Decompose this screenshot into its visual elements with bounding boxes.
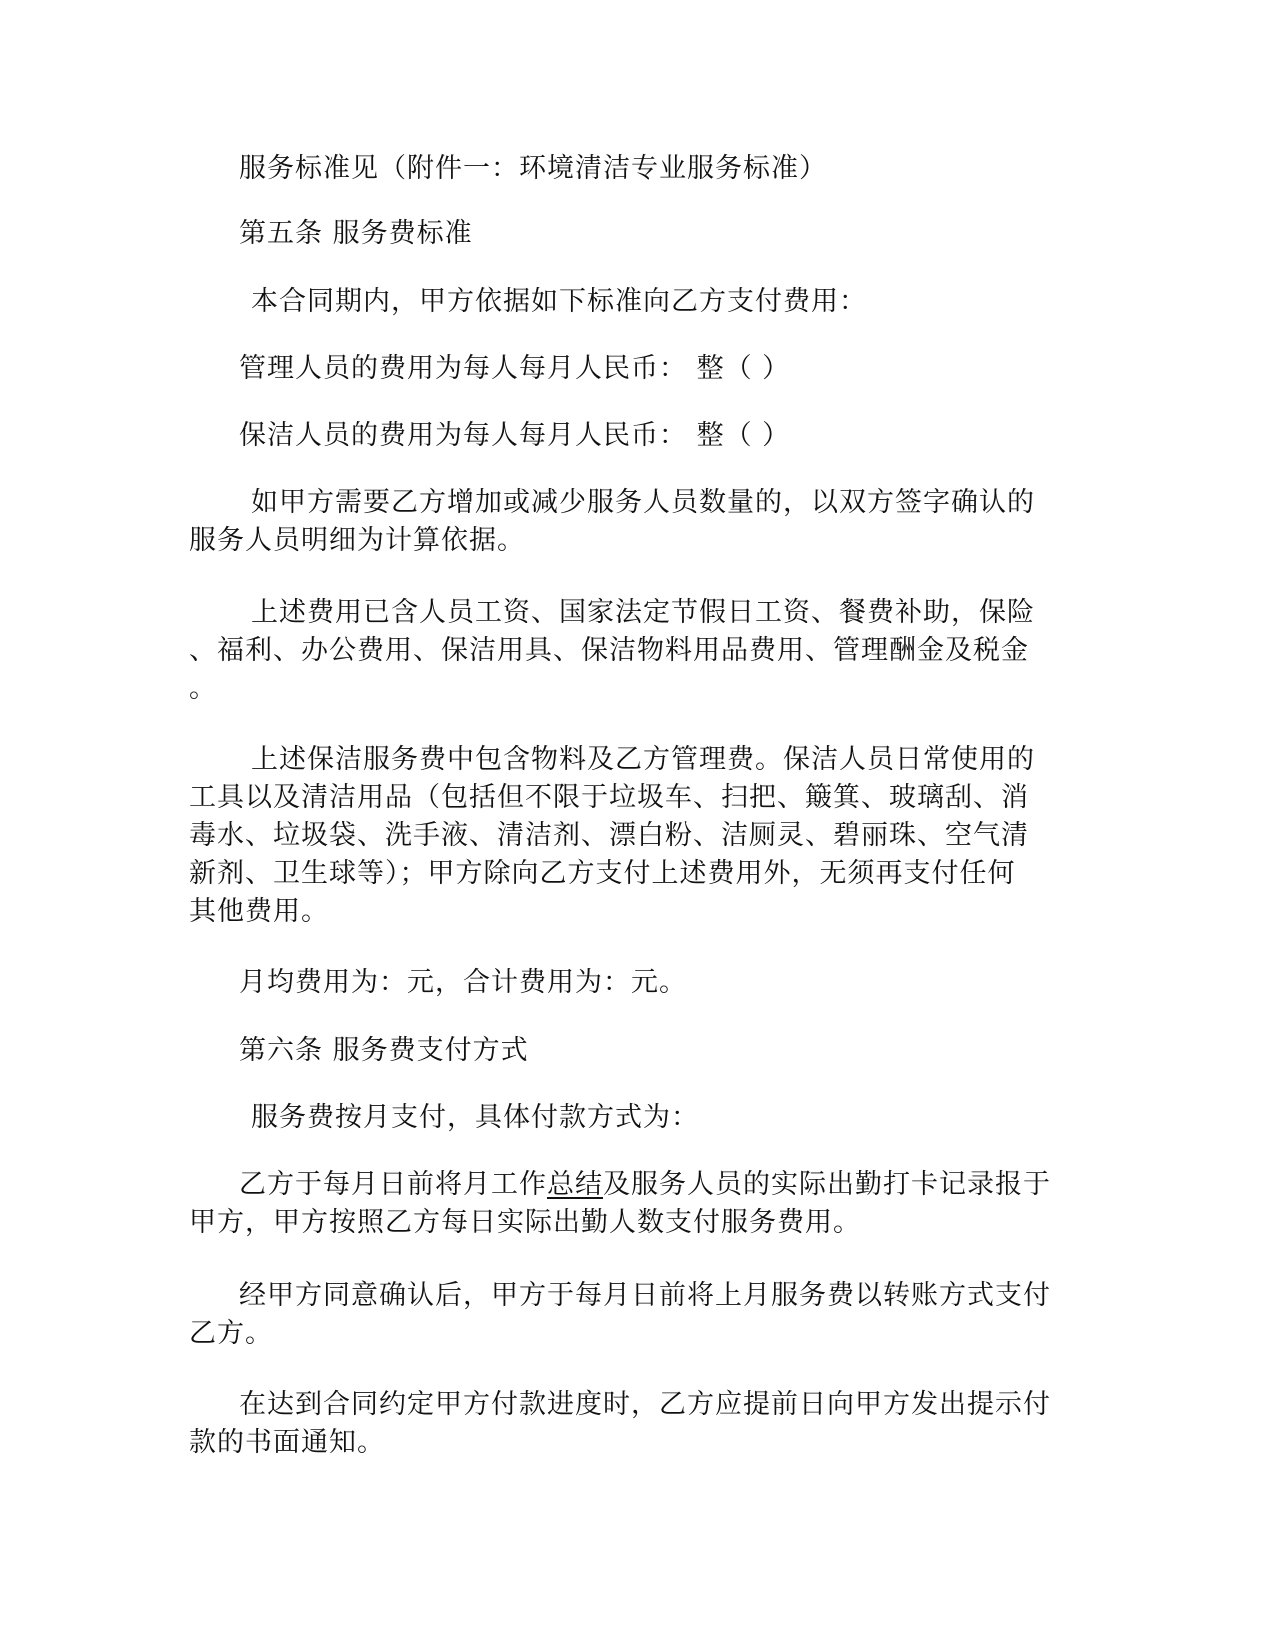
paragraph-cleaner-fee: 保洁人员的费用为每人每月人民币： 整（ ） <box>239 420 791 451</box>
paragraph-service-standard: 服务标准见（附件一：环境清洁专业服务标准） <box>239 153 827 184</box>
section-heading-article-5: 第五条 服务费标准 <box>239 218 473 249</box>
summary-link[interactable]: 总结 <box>547 1169 603 1200</box>
paragraph-line: 、福利、办公费用、保洁用具、保洁物料用品费用、管理酬金及税金 <box>189 635 1029 666</box>
paragraph-line: 如甲方需要乙方增加或减少服务人员数量的，以双方签字确认的 <box>251 487 1035 518</box>
paragraph-line: 款的书面通知。 <box>189 1427 385 1458</box>
section-heading-article-6: 第六条 服务费支付方式 <box>239 1035 529 1066</box>
paragraph-line: 毒水、垃圾袋、洗手液、清洁剂、漂白粉、洁厕灵、碧丽珠、空气清 <box>189 820 1029 851</box>
paragraph-line: 上述保洁服务费中包含物料及乙方管理费。保洁人员日常使用的 <box>251 744 1035 775</box>
paragraph-line: 乙方。 <box>189 1318 273 1349</box>
paragraph-manager-fee: 管理人员的费用为每人每月人民币： 整（ ） <box>239 353 791 384</box>
text-span: 乙方于每月日前将月工作 <box>239 1169 547 1200</box>
paragraph-line <box>239 1166 1051 1204</box>
paragraph-line: 甲方，甲方按照乙方每日实际出勤人数支付服务费用。 <box>189 1207 861 1238</box>
paragraph-line: 在达到合同约定甲方付款进度时，乙方应提前日向甲方发出提示付 <box>239 1389 1051 1420</box>
paragraph-line: 。 <box>189 673 217 704</box>
paragraph-monthly-payment: 服务费按月支付，具体付款方式为： <box>251 1102 699 1133</box>
text-span: 及服务人员的实际出勤打卡记录报于 <box>603 1169 1051 1200</box>
paragraph-line: 工具以及清洁用品（包括但不限于垃圾车、扫把、簸箕、玻璃刮、消 <box>189 782 1029 813</box>
paragraph-line: 经甲方同意确认后，甲方于每月日前将上月服务费以转账方式支付 <box>239 1280 1051 1311</box>
paragraph-line: 新剂、卫生球等）；甲方除向乙方支付上述费用外，无须再支付任何 <box>189 858 1016 889</box>
paragraph-line: 上述费用已含人员工资、国家法定节假日工资、餐费补助，保险 <box>251 597 1035 628</box>
paragraph-line: 其他费用。 <box>189 896 329 927</box>
paragraph-line: 服务人员明细为计算依据。 <box>189 525 525 556</box>
paragraph-payment-intro: 本合同期内，甲方依据如下标准向乙方支付费用： <box>251 286 867 317</box>
paragraph-monthly-total: 月均费用为：元，合计费用为：元。 <box>239 967 687 998</box>
